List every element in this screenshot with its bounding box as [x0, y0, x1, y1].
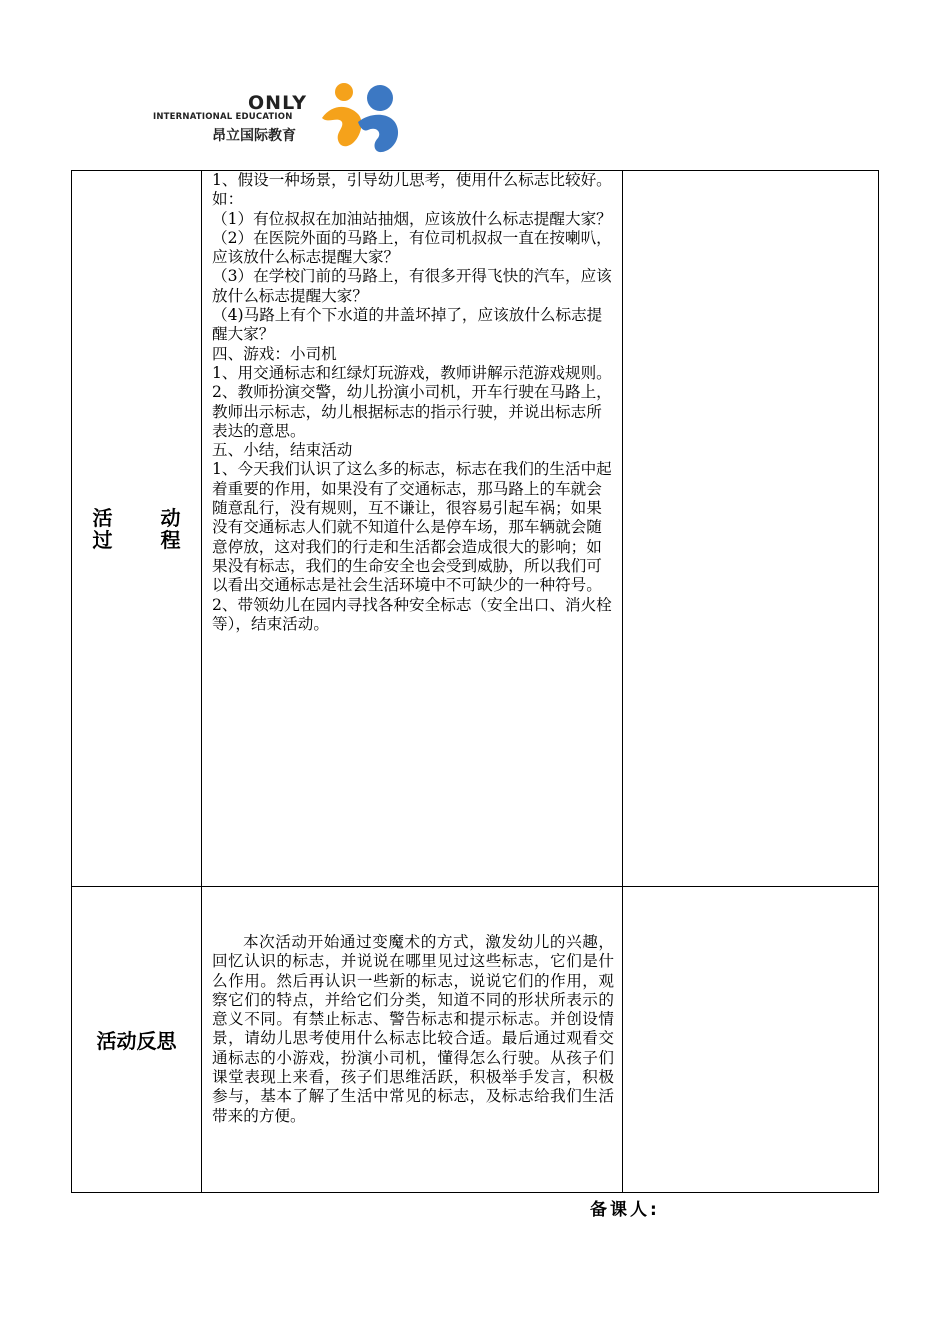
activity-process-row [72, 171, 879, 887]
logo-chinese-name: 昂立国际教育 [212, 128, 296, 144]
process-line: 四、游戏：小司机 [212, 344, 337, 363]
logo-brand: ONLY [248, 92, 307, 114]
logo-subtitle: INTERNATIONAL EDUCATION [153, 112, 293, 122]
process-line: 2、教师扮演交警，幼儿扮演小司机，开车行驶在马路上，教师出示标志，幼儿根据标志的指示行驶，并说出标志所表达的意思。 [212, 383, 612, 440]
process-line: （4)马路上有个下水道的井盖坏掉了，应该放什么标志提醒大家？ [212, 306, 603, 344]
activity-process-content-cell [202, 171, 623, 887]
activity-reflection-notes-cell [623, 887, 879, 1193]
process-line: （1）有位叔叔在加油站抽烟，应该放什么标志提醒大家？ [212, 209, 612, 228]
process-line: 1、假设一种场景，引导幼儿思考，使用什么标志比较好。如： [212, 171, 612, 209]
activity-reflection-row [72, 887, 879, 1193]
activity-reflection-label-cell [72, 887, 202, 1193]
activity-process-content [202, 171, 622, 634]
process-line: 1、今天我们认识了这么多的标志，标志在我们的生活中起着重要的作用，如果没有了交通标志，那马路上的车就会随意乱行，没有规则，互不谦让，很容易引起车祸；如果没有交通标志人们就不知道什么是停车场，那车辆就会随意停放，这对我们的行走和生活都会造成很大的影响；如果没有标志，我们的生命安全也会受到威胁，所以我们可以看出交通标志是社会生活环境中不可缺少的一种符号。 [212, 460, 612, 595]
process-line: 五、小结，结束活动 [212, 441, 353, 460]
activity-process-notes-cell [623, 171, 879, 887]
process-line: （3）在学校门前的马路上，有很多开得飞快的汽车，应该放什么标志提醒大家？ [212, 267, 612, 305]
activity-reflection-label: 活动反思 [96, 1029, 177, 1053]
process-line: 2、带领幼儿在园内寻找各种安全标志（安全出口、消火栓等），结束活动。 [212, 595, 612, 633]
activity-process-label: 活 动 过 程 [92, 505, 181, 552]
header-logo [150, 78, 410, 158]
activity-reflection-content-cell [202, 887, 623, 1193]
logo-figures-icon [318, 78, 403, 156]
lesson-plan-table [71, 170, 879, 1193]
activity-process-label-cell [72, 171, 202, 887]
process-line: 1、用交通标志和红绿灯玩游戏，教师讲解示范游戏规则。 [212, 363, 612, 382]
process-line: （2）在医院外面的马路上，有位司机叔叔一直在按喇叭，应该放什么标志提醒大家？ [212, 228, 612, 267]
preparer-label: 备课人: [590, 1200, 660, 1220]
activity-reflection-text: 本次活动开始通过变魔术的方式，激发幼儿的兴趣，回忆认识的标志，并说说在哪里见过这些标志，它们是什么作用。然后再认识一些新的标志，说说它们的作用，观察它们的特点，并给它们分类，知道不同的形状所表示的意义不同。有禁止标志、警告标志和提示标志。并创设情景，请幼儿思考使用什么标志比较合适。最后通过观看交通标志的小游戏，扮演小司机，懂得怎么行驶。从孩子们课堂表现上来看，孩子们思维活跃，积极举手发言，积极参与，基本了解了生活中常见的标志，及标志给我们生活带来的方便。 [212, 933, 614, 1125]
